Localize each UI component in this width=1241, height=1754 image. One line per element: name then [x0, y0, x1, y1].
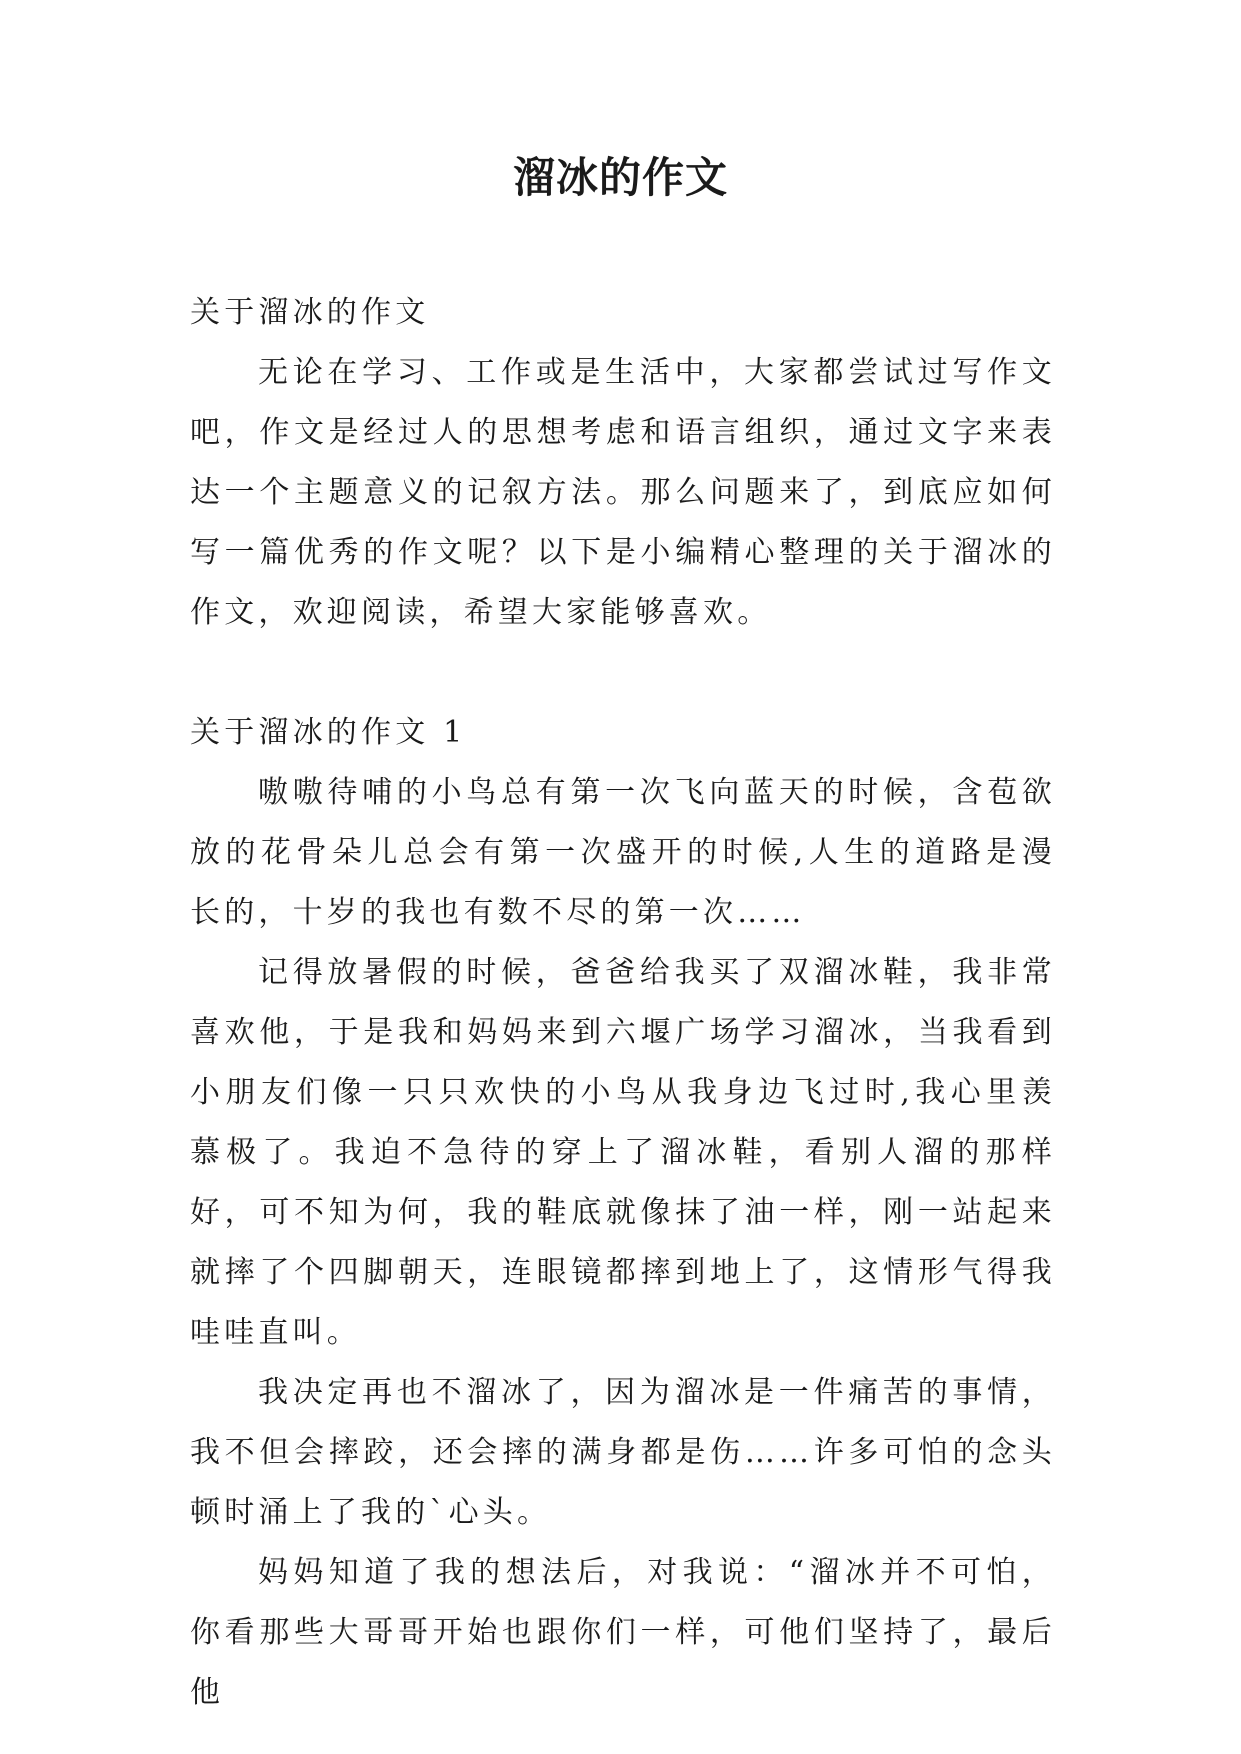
intro-paragraph: 无论在学习、工作或是生活中，大家都尝试过写作文吧，作文是经过人的思想考虑和语言组织，通过文字来表达一个主题意义的记叙方法。那么问题来了，到底应如何写一篇优秀的作文呢？以下是小编精心整理的关于溜冰的作文，欢迎阅读，希望大家能够喜欢。: [190, 355, 1056, 630]
essay-paragraph: 嗷嗷待哺的小鸟总有第一次飞向蓝天的时候，含苞欲放的花骨朵儿总会有第一次盛开的时候,人生的道路是漫长的，十岁的我也有数不尽的第一次……: [190, 775, 1056, 930]
essay-paragraph: 我决定再也不溜冰了，因为溜冰是一件痛苦的事情，我不但会摔跤，还会摔的满身都是伤……许多可怕的念头顿时涌上了我的`心头。: [190, 1375, 1056, 1530]
essay-heading: 关于溜冰的作文 1: [190, 715, 467, 750]
essay-paragraph: 妈妈知道了我的想法后，对我说：“溜冰并不可怕，你看那些大哥哥开始也跟你们一样，可他们坚持了，最后他: [190, 1555, 1056, 1710]
document-body: [190, 283, 1056, 1723]
section-spacer: [190, 643, 1056, 703]
intro-heading: 关于溜冰的作文: [190, 295, 430, 330]
essay-paragraph: 记得放暑假的时候，爸爸给我买了双溜冰鞋，我非常喜欢他，于是我和妈妈来到六堰广场学习溜冰，当我看到小朋友们像一只只欢快的小鸟从我身边飞过时,我心里羡慕极了。我迫不急待的穿上了溜冰鞋，看别人溜的那样好，可不知为何，我的鞋底就像抹了油一样，刚一站起来就摔了个四脚朝天，连眼镜都摔到地上了，这情形气得我哇哇直叫。: [190, 955, 1056, 1350]
document-title: 溜冰的作文: [512, 153, 728, 202]
